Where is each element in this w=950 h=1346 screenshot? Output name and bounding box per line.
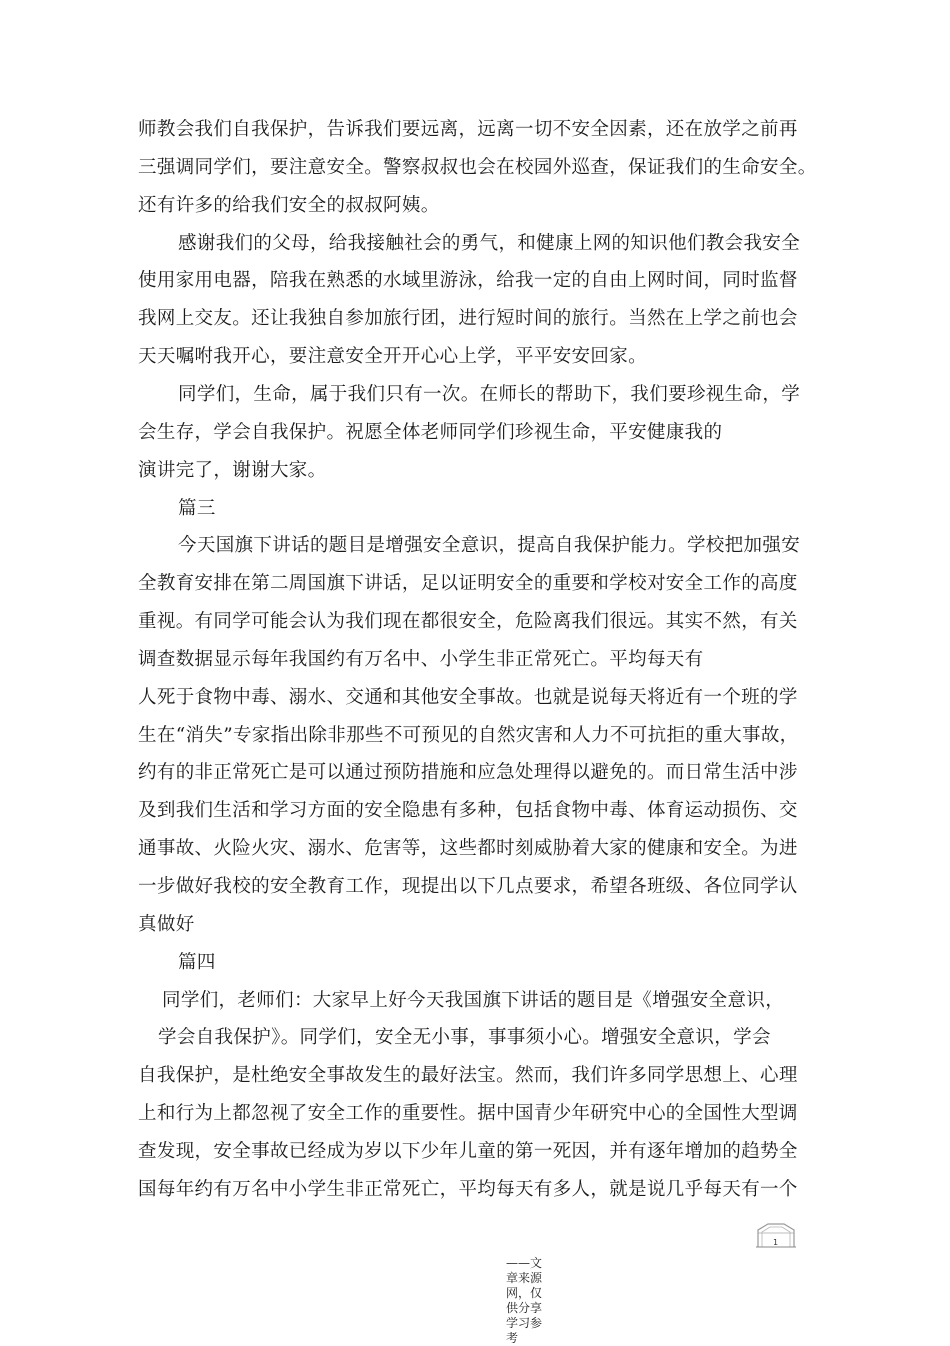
text-line: 篇四 bbox=[178, 951, 216, 973]
text-line: 国每年约有万名中小学生非正常死亡，平均每天有多人，就是说几乎每天有一个 bbox=[138, 1178, 798, 1200]
text-line: 我网上交友。还让我独自参加旅行团，进行短时间的旅行。当然在上学之前也会 bbox=[138, 308, 798, 330]
text-line: 使用家用电器，陪我在熟悉的水域里游泳，给我一定的自由上网时间，同时监督 bbox=[138, 270, 798, 292]
page-number: 1 bbox=[773, 1238, 779, 1247]
text-line: 还有许多的给我们安全的叔叔阿姨。 bbox=[138, 194, 440, 216]
text-line: 自我保护，是杜绝安全事故发生的最好法宝。然而，我们许多同学思想上、心理 bbox=[138, 1065, 798, 1087]
text-line: 学会自我保护》。同学们，安全无小事，事事须小心。增强安全意识，学会 bbox=[158, 1027, 771, 1049]
text-line: 感谢我们的父母，给我接触社会的勇气，和健康上网的知识他们教会我安全 bbox=[178, 232, 801, 254]
text-line: 演讲完了，谢谢大家。 bbox=[138, 459, 327, 481]
text-line: 人死于食物中毒、溺水、交通和其他安全事故。也就是说每天将近有一个班的学 bbox=[138, 686, 798, 708]
text-line: 约有的非正常死亡是可以通过预防措施和应急处理得以避免的。而日常生活中涉 bbox=[138, 762, 798, 784]
text-line: 天天嘱咐我开心，要注意安全开开心心上学，平平安安回家。 bbox=[138, 346, 647, 368]
text-line: 上和行为上都忽视了安全工作的重要性。据中国青少年研究中心的全国性大型调 bbox=[138, 1103, 798, 1125]
text-line: 三强调同学们，要注意安全。警察叔叔也会在校园外巡查，保证我们的生命安全。 bbox=[138, 156, 817, 178]
text-line: 一步做好我校的安全教育工作，现提出以下几点要求，希望各班级、各位同学认 bbox=[138, 876, 798, 897]
text-line: 重视。有同学可能会认为我们现在都很安全，危险离我们很远。其实不然，有关 bbox=[138, 611, 798, 633]
text-line: 查发现，安全事故已经成为岁以下少年儿童的第一死因，并有逐年增加的趋势全 bbox=[138, 1140, 798, 1162]
text-line: 师教会我们自我保护，告诉我们要远离，远离一切不安全因素，还在放学之前再 bbox=[138, 119, 798, 140]
text-line: 今天国旗下讲话的题目是增强安全意识，提高自我保护能力。学校把加强安 bbox=[178, 535, 801, 557]
text-line: 通事故、火险火灾、溺水、危害等，这些都时刻威胁着大家的健康和安全。为进 bbox=[138, 838, 798, 860]
text-line: 会生存，学会自我保护。祝愿全体老师同学们珍视生命，平安健康我的 bbox=[138, 421, 723, 443]
text-line: 全教育安排在第二周国旗下讲话，足以证明安全的重要和学校对安全工作的高度 bbox=[138, 573, 798, 595]
text-line: 调查数据显示每年我国约有万名中、小学生非正常死亡。平均每天有 bbox=[138, 648, 704, 670]
text-line: 同学们，生命，属于我们只有一次。在师长的帮助下，我们要珍视生命，学 bbox=[178, 383, 801, 405]
text-line: 真做好 bbox=[138, 913, 195, 935]
text-line: 同学们，老师们：大家早上好今天我国旗下讲话的题目是《增强安全意识， bbox=[162, 989, 785, 1011]
text-line: 篇三 bbox=[178, 497, 216, 519]
source-footer-note: ——文章来源网，仅供分享学习参考 bbox=[506, 1256, 543, 1345]
text-line: 生在“消失”专家指出除非那些不可预见的自然灾害和人力不可抗拒的重大事故， bbox=[138, 724, 799, 746]
text-line: 及到我们生活和学习方面的安全隐患有多种，包括食物中毒、体育运动损伤、交 bbox=[138, 800, 798, 822]
